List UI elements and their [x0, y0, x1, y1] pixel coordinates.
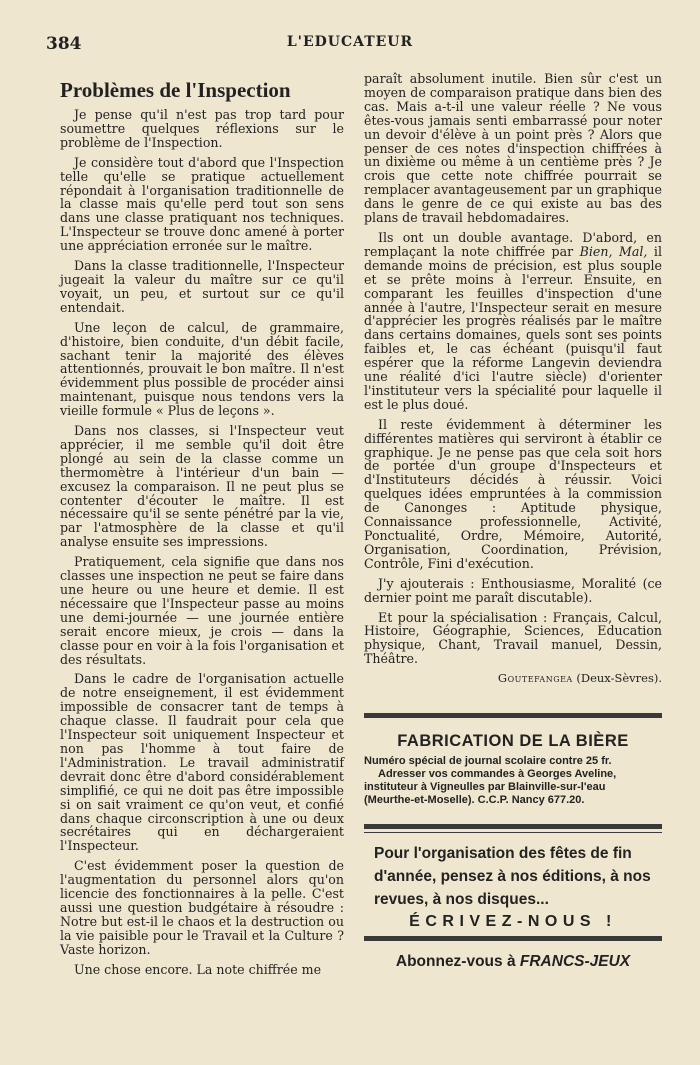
signature: [364, 672, 662, 686]
paragraph: Pratiquement, cela signifie que dans nos classes une inspection ne peut se faire dans une heure ou une heure et demie. Il est nécessaire que l'Inspecteur passe au moins une demi-journée — une journée entière serait encore mieux, je crois — dans la classe pour en voir à la fois l'organisation et des résultats.: [60, 554, 344, 667]
paragraph: Je pense qu'il n'est pas trop tard pour soumettre quelques réflexions sur le problème de l'Inspection.: [60, 107, 344, 150]
paragraph-text: il demande moins de précision, est plus souple et se prête moins à l'erreur. Ensuite, en comparant les feuilles d'inspection d'une année à l'autre, l'Inspecteur serait en mesure d'apprécier les progrès réalisés par le maître dans certains domaines, quels sont ses points faibles et, le cas échéant (puisqu'il faut espérer que la réforme Langevin deviendra une réalité d'ici l'autre siècle) d'orienter l'instituteur vers la spécialité pour laquelle il est le plus doué.: [364, 243, 662, 412]
paragraph: [364, 231, 662, 412]
left-column: [60, 76, 344, 976]
divider: [364, 713, 662, 718]
divider: [364, 832, 662, 833]
ad-cta: ÉCRIVEZ-NOUS !: [409, 913, 617, 930]
paragraph: Il reste évidemment à déterminer les différentes matières qui serviront à établir ce graphique. Je ne pense pas que cela soit hors de portée d'un groupe d'Inspecteurs et d'Instituteurs décidés à réussir. Voici quelques idées empruntées à la commission de Canonges : Aptitude physique, Connaissance professionnelle, Activité, Ponctualité, Ordre, Mémoire, Autorité, Organisation, Coordination, Prévision, Contrôle, Fini d'exécution.: [364, 416, 662, 571]
right-column: [364, 72, 662, 686]
ad-text: Pour l'organisation des fêtes de fin d'année, pensez à nos éditions, à nos revues, à nos disques...: [374, 845, 651, 908]
paragraph: J'y ajouterais : Enthousiasme, Moralité (ce dernier point me paraît discutable).: [364, 575, 662, 605]
ad-line: Adresser vos commandes à Georges Aveline,: [378, 768, 617, 780]
divider: [364, 936, 662, 941]
author-name: Goutefangea: [497, 671, 573, 686]
paragraph: C'est évidemment poser la question de l'augmentation du personnel alors qu'on licencie des fonctionnaires à la pelle. C'est aussi une question budgétaire à résoudre : Notre but est-il le chaos et la destruction ou la vie paisible pour le Travail et la Culture ? Vaste horizon.: [60, 858, 344, 957]
page-number: 384: [46, 34, 82, 54]
paragraph-text: Ils ont un double avantage. D'abord, en remplaçant la note chiffrée par: [364, 229, 662, 259]
running-head: L'EDUCATEUR: [286, 34, 414, 50]
paragraph: paraît absolument inutile. Bien sûr c'est un moyen de comparaison pratique dans bien des cas. Mais a-t-il une valeur réelle ? Ne vous êtes-vous jamais senti embarrassé pour noter un devoir d'élève à un point près ? Alors que penser de ces notes d'inspection chiffrées à un dixième ou même à un centième près ? Je crois que cette note chiffrée pourrait se remplacer avantageusement par un graphique dans le genre de ce qui existe au bas des plans de travail hebdomadaires.: [364, 71, 662, 226]
paragraph: Dans le cadre de l'organisation actuelle de notre enseignement, il est évidemment impossible de consacrer tant de temps à chaque classe. Il faudrait pour cela que l'Inspecteur soit uniquement Inspecteur et non pas l'homme à tout faire de l'Administration. Le travail administratif devrait donc être d'abord considérablement simplifié, ce qui ne doit pas être impossible si on sait vraiment ce qu'on veut, et confié dans chaque circonscription à une ou deux secrétaires qui en déchargeraient l'Inspecteur.: [60, 671, 344, 854]
paragraph: Dans nos classes, si l'Inspecteur veut apprécier, il me semble qu'il doit être plongé au sein de la classe comme un thermomètre à l'intérieur d'un bain — excusez la comparaison. Il ne peut plus se contenter d'écouter le maître. Il est nécessaire qu'il se sente pénétré par la vie, par l'atmosphère de la classe et qu'il analyse ensuite ses impressions.: [60, 423, 344, 550]
ad-title: FABRICATION DE LA BIÈRE: [397, 732, 629, 750]
paragraph: Une leçon de calcul, de grammaire, d'histoire, bien conduite, d'un débit facile, sachant tenir la majorité des élèves attentionnés, prouvait le bon maître. Il n'est évidemment plus possible de procéder ainsi maintenant, puisque nous tendons vers la vieille formule « Plus de leçons ».: [60, 319, 344, 419]
italic-text: Bien, Mal,: [579, 243, 648, 259]
ad-line: Numéro spécial de journal scolaire contre 25 fr.: [364, 755, 612, 767]
paragraph: Une chose encore. La note chiffrée me: [74, 961, 322, 977]
ad-line: (Meurthe-et-Moselle). C.C.P. Nancy 677.20.: [364, 794, 585, 806]
paragraph: Et pour la spécialisation : Français, Calcul, Histoire, Géographie, Sciences, Education physique, Chant, Travail manuel, Dessin, Théâtre.: [364, 609, 662, 667]
ad-line: instituteur à Vigneulles par Blainville-sur-l'eau: [364, 781, 606, 793]
paragraph: Dans la classe traditionnelle, l'Inspecteur jugeait la valeur du maître sur ce qu'il voyait, un peu, et surtout sur ce qu'il entendait.: [60, 258, 344, 315]
divider: [364, 824, 662, 829]
author-place: (Deux-Sèvres).: [576, 671, 662, 686]
ad-title: FRANCS-JEUX: [519, 953, 631, 970]
ad-fetes: [364, 842, 662, 931]
paragraph: Je considère tout d'abord que l'Inspection telle qu'elle se pratique actuellement répondait à l'organisation traditionnelle de la classe mais qu'elle perd tout son sens dans une classe pratiquant nos techniques. L'Inspecteur se trouve donc amené à porter une appréciation erronée sur le maître.: [60, 154, 344, 254]
ad-biere: [364, 732, 662, 807]
ad-abonnement: [364, 953, 662, 971]
ad-text: Abonnez-vous à: [395, 953, 516, 970]
article-title: Problèmes de l'Inspection: [60, 78, 291, 102]
